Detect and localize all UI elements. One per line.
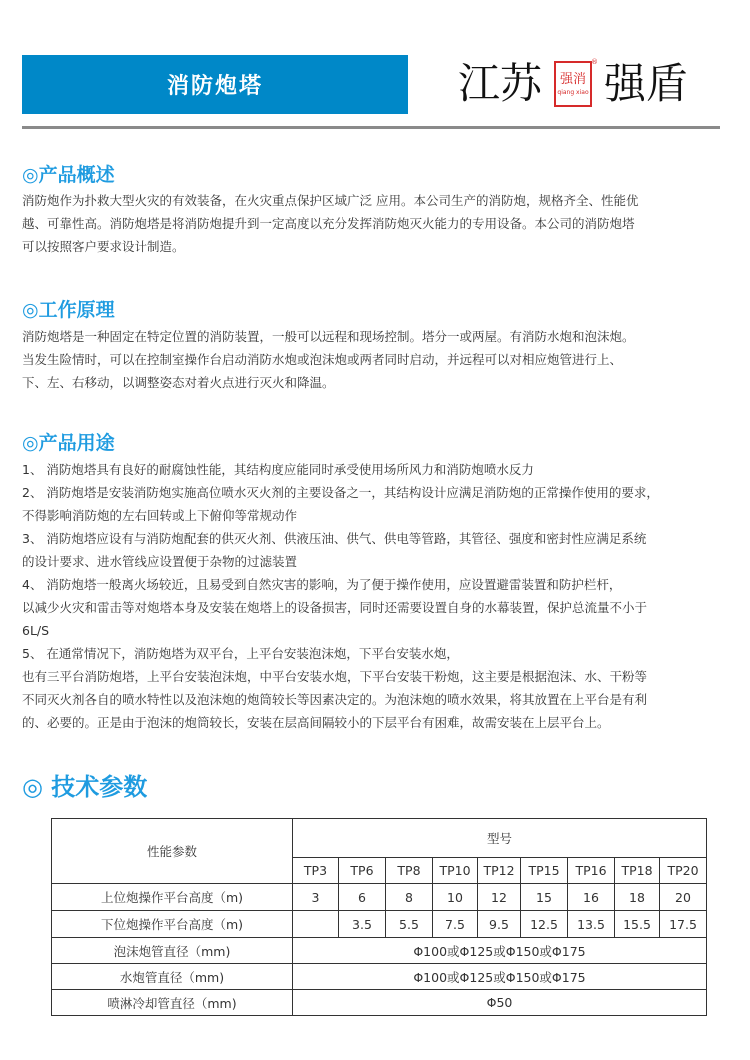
text-line: 4、 消防炮塔一般离火场较近，且易受到自然灾害的影响，为了便于操作使用，应设置避雷装置和防护栏杆， xyxy=(22,577,622,592)
value-cell: 18 xyxy=(615,884,660,911)
value-cell: 8 xyxy=(386,884,433,911)
section-body xyxy=(22,325,635,394)
value-cell: 5.5 xyxy=(386,911,433,938)
model-cell: TP8 xyxy=(386,858,433,884)
value-cell: 15 xyxy=(521,884,568,911)
value-cell: 20 xyxy=(660,884,707,911)
text-line: 的设计要求、进水管线应设置便于杂物的过滤装置 xyxy=(22,554,298,569)
value-cell: 13.5 xyxy=(568,911,615,938)
value-cell: 10 xyxy=(433,884,478,911)
text-line: 6L/S xyxy=(22,623,50,638)
value-cell: 6 xyxy=(339,884,386,911)
text-line: 当发生险情时，可以在控制室操作台启动消防水炮或泡沫炮或两者同时启动，并远程可以对相应炮管进行上、 xyxy=(22,352,623,367)
model-cell: TP3 xyxy=(293,858,339,884)
value-cell: Φ50 xyxy=(293,990,707,1016)
text-line: 2、 消防炮塔是安装消防炮实施高位喷水灭火剂的主要设备之一，其结构设计应满足消防炮的正常操作使用的要求， xyxy=(22,485,659,500)
text-line: 可以按照客户要求设计制造。 xyxy=(22,239,185,254)
text-line: 越、可靠性高。消防炮塔是将消防炮提升到一定高度以充分发挥消防炮灭火能力的专用设备。本公司的消防炮塔 xyxy=(22,216,635,231)
section-heading: ◎产品用途 xyxy=(22,432,115,454)
registered-mark: ® xyxy=(591,58,599,66)
table-row xyxy=(52,911,707,938)
section-heading: ◎ 技术参数 xyxy=(22,773,148,801)
table-row xyxy=(52,938,707,964)
logo-right-text: 强盾 xyxy=(604,59,689,108)
logo-left-text: 江苏 xyxy=(458,59,543,108)
section-body xyxy=(22,458,659,734)
table-row xyxy=(52,884,707,911)
section-heading: ◎工作原理 xyxy=(22,299,115,321)
text-line: 不得影响消防炮的左右回转或上下俯仰等常规动作 xyxy=(22,508,298,523)
text-line: 3、 消防炮塔应设有与消防炮配套的供灭火剂、供液压油、供气、供电等管路，其管径、强度和密封性应满足系统 xyxy=(22,531,647,546)
model-cell: TP18 xyxy=(615,858,660,884)
param-header: 性能参数 xyxy=(52,819,293,884)
model-cell: TP10 xyxy=(433,858,478,884)
value-cell: 3.5 xyxy=(339,911,386,938)
value-cell: Φ100或Φ125或Φ150或Φ175 xyxy=(293,938,707,964)
text-line: 也有三平台消防炮塔，上平台安装泡沫炮，中平台安装水炮，下平台安装干粉炮，这主要是根据泡沫、水、干粉等 xyxy=(22,669,648,684)
value-cell: 3 xyxy=(293,884,339,911)
model-cell: TP16 xyxy=(568,858,615,884)
text-line: 1、 消防炮塔具有良好的耐腐蚀性能，其结构度应能同时承受使用场所风力和消防炮喷水反力 xyxy=(22,462,534,477)
brand-logo xyxy=(458,58,688,110)
row-label: 下位炮操作平台高度（m) xyxy=(52,911,293,938)
table-row xyxy=(52,964,707,990)
value-cell: 17.5 xyxy=(660,911,707,938)
table-row xyxy=(52,990,707,1016)
logo-seal xyxy=(554,58,599,107)
value-cell: 7.5 xyxy=(433,911,478,938)
value-cell: 16 xyxy=(568,884,615,911)
section-body xyxy=(22,189,638,258)
section-heading: ◎产品概述 xyxy=(22,164,115,186)
header-divider xyxy=(22,126,720,129)
value-cell xyxy=(293,911,339,938)
title-banner xyxy=(22,55,408,114)
row-label: 上位炮操作平台高度（m) xyxy=(52,884,293,911)
model-header: 型号 xyxy=(293,819,707,858)
text-line: 5、 在通常情况下，消防炮塔为双平台，上平台安装泡沫炮，下平台安装水炮， xyxy=(22,646,459,661)
text-line: 以减少火灾和雷击等对炮塔本身及安装在炮塔上的设备损害，同时还需要设置自身的水幕装置，保护总流量不小于 xyxy=(22,600,648,615)
value-cell: 9.5 xyxy=(478,911,521,938)
row-label: 泡沫炮管直径（mm) xyxy=(52,938,293,964)
value-cell: 15.5 xyxy=(615,911,660,938)
model-cell: TP20 xyxy=(660,858,707,884)
text-line: 消防炮塔是一种固定在特定位置的消防装置，一般可以远程和现场控制。塔分一或两屋。有消防水炮和泡沫炮。 xyxy=(22,329,635,344)
text-line: 的、必要的。正是由于泡沫的炮筒较长，安装在层高间隔较小的下层平台有困难，故需安装在上层平台上。 xyxy=(22,715,610,730)
row-label: 喷淋冷却管直径（mm) xyxy=(52,990,293,1016)
model-cell: TP12 xyxy=(478,858,521,884)
model-cell: TP15 xyxy=(521,858,568,884)
text-line: 下、左、右移动，以调整姿态对着火点进行灭火和降温。 xyxy=(22,375,335,390)
value-cell: 12 xyxy=(478,884,521,911)
seal-pinyin: qiang xiao xyxy=(557,88,589,96)
spec-table xyxy=(51,818,707,1016)
model-cell: TP6 xyxy=(339,858,386,884)
text-line: 不同灭火剂各自的喷水特性以及泡沫炮的炮筒较长等因素决定的。为泡沫炮的喷水效果，将其放置在上平台是有利 xyxy=(22,692,648,707)
value-cell: 12.5 xyxy=(521,911,568,938)
text-line: 消防炮作为扑救大型火灾的有效装备，在火灾重点保护区域广泛 应用。本公司生产的消防炮，规格齐全、性能优 xyxy=(22,193,639,208)
row-label: 水炮管直径（mm) xyxy=(52,964,293,990)
banner-title: 消防炮塔 xyxy=(166,74,263,99)
seal-text: 强消 xyxy=(560,71,587,87)
value-cell: Φ100或Φ125或Φ150或Φ175 xyxy=(293,964,707,990)
